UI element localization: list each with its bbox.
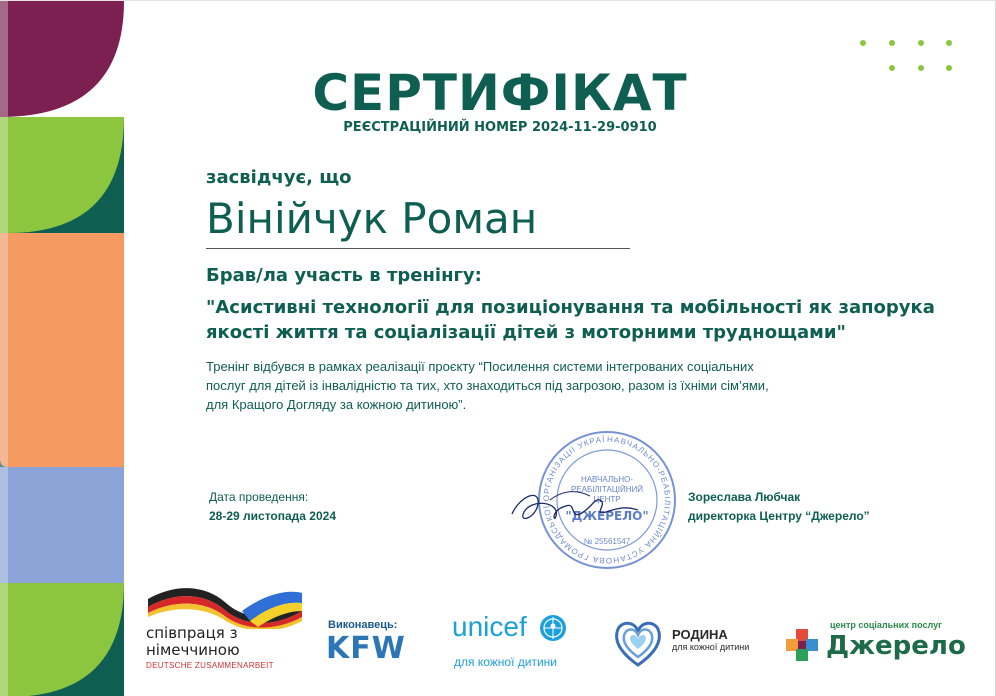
dzherelo-subtitle: центр соціальних послуг: [830, 620, 942, 630]
stamp-line-3: ЦЕНТР: [593, 495, 621, 504]
decorative-side-band: [0, 1, 124, 696]
official-stamp: [510, 426, 680, 571]
unicef-logo: unicef: [452, 611, 527, 642]
project-description: Тренінг відбувся в рамках реалізації проєкту “Посилення системи інтегрованих соціальних послуг для дітей із інвалідністю та тих, хто знаходиться під загрозою, разом із їхніми сім’ями, для Кращого Догляду за кожною дитиною”.: [206, 359, 769, 412]
signer-title: директорка Центру “Джерело”: [688, 509, 870, 523]
germany-line-2: німеччиною: [146, 641, 240, 659]
rodyna-tagline: для кожної дитини: [672, 642, 750, 652]
heart-logo-icon: [612, 617, 664, 669]
name-underline: [206, 248, 630, 249]
registration-number: РЕЄСТРАЦІЙНИЙ НОМЕР 2024-11-29-0910: [343, 120, 657, 135]
dzherelo-cross-icon: [784, 627, 820, 663]
signer-name: Зореслава Любчак: [688, 490, 801, 504]
unicef-globe-icon: [538, 613, 568, 643]
rodyna-title: РОДИНА: [672, 627, 728, 642]
kfw-logo: KFW: [326, 631, 406, 666]
stamp-ring-text: НАВЧАЛЬНО-РЕАБІЛІТАЦІЙНА УСТАНОВА ГРОМАДСЬКОЇ ОРГАНІЗАЦІЇ УКРАЇ: [541, 434, 673, 566]
german-flag-logo: [146, 581, 306, 629]
date-label: Дата проведення:: [209, 490, 309, 504]
decorative-dots: [856, 37, 956, 77]
dzherelo-logo: Джерело: [826, 631, 966, 661]
training-title: "Асистивні технології для позиціонування та мобільності як запорука якості життя та соціалізації дітей з моторними труднощами": [206, 297, 935, 343]
stamp-code: № 25561547: [583, 537, 631, 546]
implementer-label: Виконавець:: [328, 619, 398, 631]
recipient-name: Вінійчук Роман: [206, 194, 538, 243]
stamp-name: "ДЖЕРЕЛО": [565, 509, 649, 523]
stamp-line-2: РЕАБІЛІТАЦІЙНИЙ: [570, 485, 644, 494]
date-value: 28-29 листопада 2024: [209, 509, 336, 523]
participation-label: Брав/ла участь в тренінгу:: [206, 265, 482, 286]
certifies-label: засвідчує, що: [206, 167, 352, 188]
certificate-title: СЕРТИФІКАТ: [312, 64, 688, 122]
stamp-line-1: НАВЧАЛЬНО-: [580, 475, 634, 484]
germany-line-1: співпраця з: [146, 624, 238, 642]
plum-shape: [0, 1, 124, 117]
germany-sub: DEUTSCHE ZUSAMMENARBEIT: [146, 661, 274, 670]
unicef-tagline: для кожної дитини: [454, 655, 557, 669]
